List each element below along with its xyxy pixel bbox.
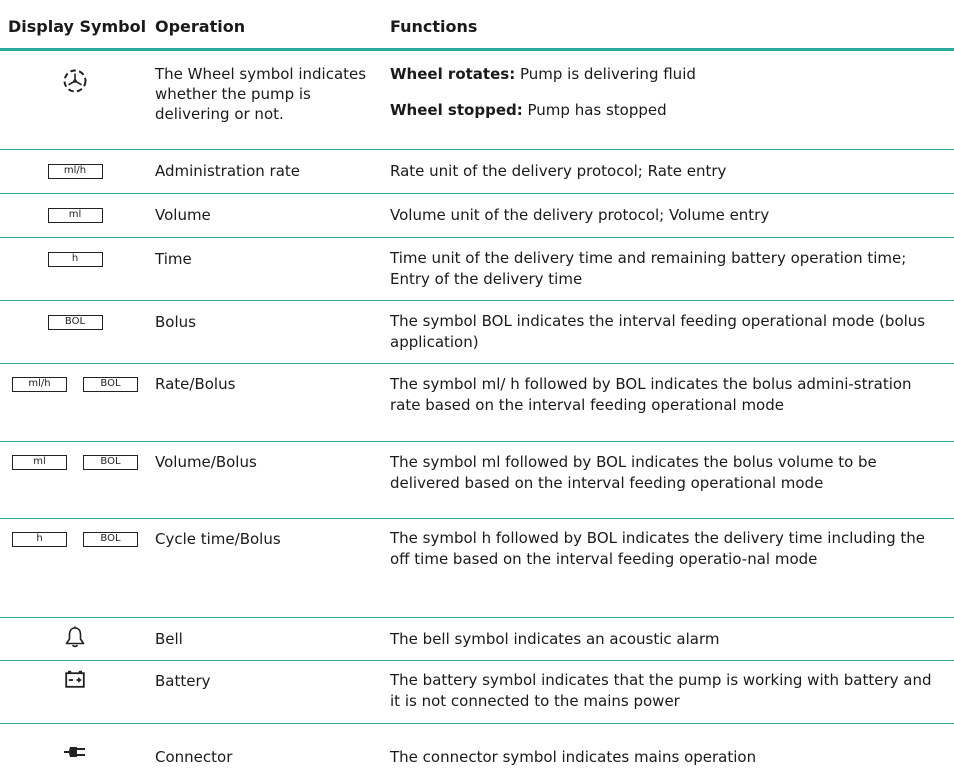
function-text: Time unit of the delivery time and remaining battery operation time; Entry of the delivery time (390, 249, 907, 288)
functions-cell (390, 64, 946, 121)
table-row (0, 364, 954, 441)
lcd-symbol: ml/h (12, 377, 67, 392)
function-bold: Wheel rotates: (390, 65, 516, 83)
symbol-cell (0, 150, 150, 193)
lcd-symbol: h (12, 532, 67, 547)
wheel-icon (62, 68, 88, 98)
lcd-symbol: BOL (48, 315, 103, 330)
function-text: Pump has stopped (522, 101, 667, 119)
operation-cell: Bell (155, 630, 183, 648)
symbol-cell (0, 240, 150, 278)
table-row (0, 62, 954, 142)
functions-cell (390, 528, 946, 570)
table-row (0, 301, 954, 363)
header-operation: Operation (155, 17, 246, 36)
lcd-symbol: ml/h (48, 164, 103, 179)
functions-cell (390, 629, 946, 650)
lcd-symbol: h (48, 252, 103, 267)
table-row (0, 519, 954, 617)
symbol-cell (0, 519, 150, 559)
lcd-symbol: BOL (83, 532, 138, 547)
operation-cell: Cycle time/Bolus (155, 530, 281, 548)
connector-icon (64, 743, 86, 762)
functions-cell (390, 205, 946, 226)
functions-cell (390, 452, 946, 494)
table-row (0, 442, 954, 518)
operation-cell: Volume/Bolus (155, 453, 257, 471)
table-row (0, 661, 954, 723)
operation-cell: Battery (155, 672, 211, 690)
header-functions: Functions (390, 17, 478, 36)
header-rule (0, 48, 954, 51)
functions-cell (390, 374, 946, 416)
table-row (0, 724, 954, 781)
lcd-symbol: ml (12, 455, 67, 470)
function-text: The battery symbol indicates that the pump is working with battery and it is not connected to the mains power (390, 671, 932, 710)
symbol-cell (0, 661, 150, 701)
operation-cell: Administration rate (155, 162, 300, 180)
table-row (0, 618, 954, 660)
operation-cell: The Wheel symbol indicates whether the pump is delivering or not. (155, 65, 367, 123)
function-text: The connector symbol indicates mains operation (390, 748, 757, 766)
operation-cell: Time (155, 250, 192, 268)
operation-cell: Connector (155, 748, 233, 766)
lcd-symbol: ml (48, 208, 103, 223)
table-header (0, 0, 954, 48)
functions-cell (390, 161, 946, 182)
function-text: The symbol h followed by BOL indicates the delivery time including the off time based on the interval feeding operatio-nal mode (390, 529, 925, 568)
table-row (0, 150, 954, 193)
lcd-symbol: BOL (83, 377, 138, 392)
symbol-cell (0, 442, 150, 482)
symbol-cell (0, 303, 150, 341)
operation-cell: Rate/Bolus (155, 375, 236, 393)
function-text: The bell symbol indicates an acoustic alarm (390, 630, 720, 648)
function-text: The symbol ml/ h followed by BOL indicates the bolus admini-stration rate based on the interval feeding operational mode (390, 375, 912, 414)
lcd-symbol: BOL (83, 455, 138, 470)
functions-cell (390, 670, 946, 712)
function-text: The symbol ml followed by BOL indicates the bolus volume to be delivered based on the interval feeding operational mode (390, 453, 877, 492)
operation-cell: Volume (155, 206, 211, 224)
symbol-cell (0, 364, 150, 404)
symbol-cell (0, 738, 150, 766)
function-text: Rate unit of the delivery protocol; Rate entry (390, 162, 727, 180)
functions-cell (390, 311, 946, 353)
function-text: The symbol BOL indicates the interval feeding operational mode (bolus application) (390, 312, 926, 351)
function-bold: Wheel stopped: (390, 101, 523, 119)
symbol-cell (0, 62, 150, 104)
table-row (0, 194, 954, 237)
table-row (0, 238, 954, 300)
function-text: Volume unit of the delivery protocol; Volume entry (390, 206, 770, 224)
header-display-symbol: Display Symbol (8, 17, 147, 36)
symbol-cell (0, 194, 150, 237)
symbol-cell (0, 618, 150, 660)
function-text: Pump is delivering fluid (515, 65, 696, 83)
functions-cell (390, 747, 946, 768)
battery-icon (65, 670, 85, 692)
operation-cell: Bolus (155, 313, 196, 331)
bell-icon (65, 626, 85, 652)
functions-cell (390, 248, 946, 290)
